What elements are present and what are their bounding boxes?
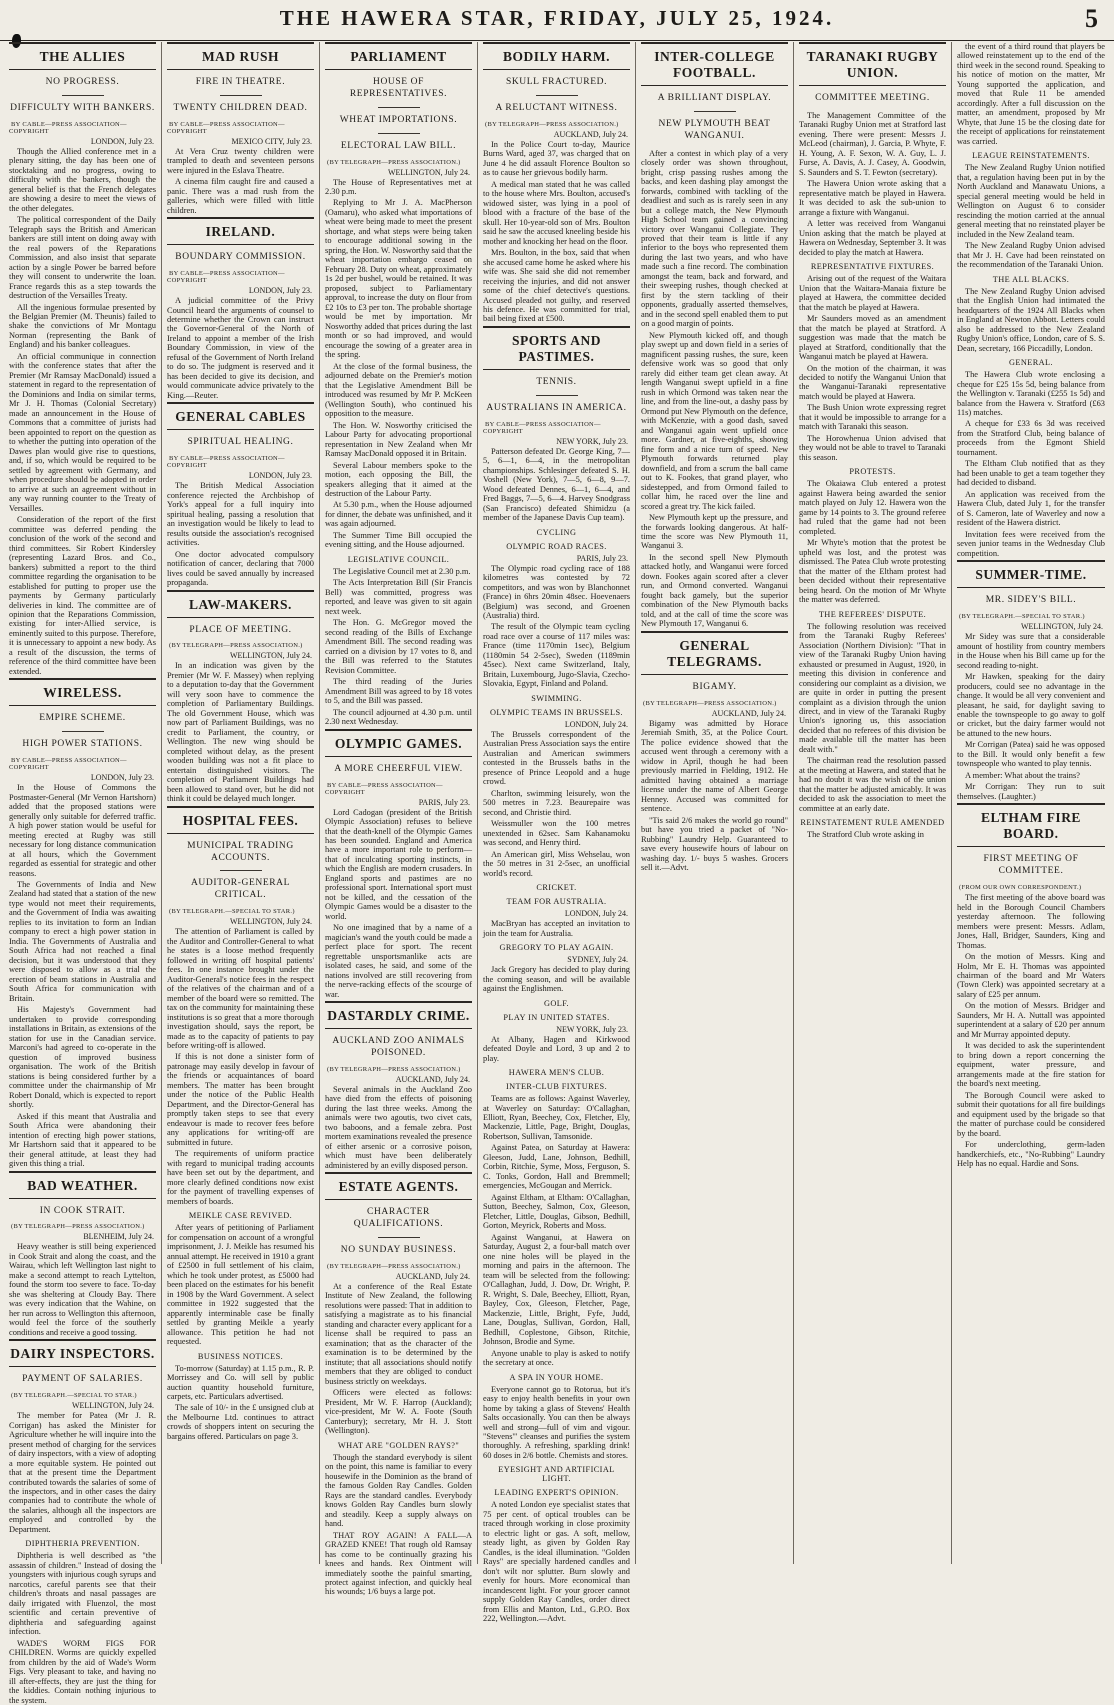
article-paragraph: The Hawera Union wrote asking that a representative match be played in Hawera. It was decided to ask the sub-union to arrange a fixture with Wanganui. <box>799 179 946 217</box>
article-subheading: COMMITTEE MEETING. <box>815 93 930 103</box>
article <box>799 818 946 839</box>
article-subheading: GOLF. <box>543 998 570 1008</box>
article-headline: GENERAL CABLES <box>167 402 314 430</box>
article-dateline: AUCKLAND, July 24. <box>395 1074 470 1084</box>
article-byline: (BY TELEGRAPH—PRESS ASSOCIATION.) <box>327 158 461 166</box>
article-headline: HOSPITAL FEES. <box>167 806 314 834</box>
article-paragraph: A cheque for £33 6s 3d was received from the Stratford Club, being balance of proceeds from the Egmont Shield tournament. <box>957 419 1105 457</box>
article-paragraph: The Eltham Club notified that as they had been unable to get a team together they had decided to disband. <box>957 459 1105 488</box>
article-paragraph: Jack Gregory has decided to play during the coming season, and will be available against the Englishmen. <box>483 965 630 994</box>
subheading-divider <box>220 870 262 871</box>
article-dateline: SYDNEY, July 24. <box>567 955 628 965</box>
newspaper-column <box>478 42 636 1624</box>
article-paragraph: On the motion of Messrs. Bridger and Saunders, Mr H. A. Nuttall was appointed superintendent at a salary of £20 per annum and Mr Murray appointed deputy. <box>957 1001 1105 1039</box>
article-byline: (BY TELEGRAPH.—SPECIAL TO STAR.) <box>11 1392 137 1400</box>
article-subheading: LEADING EXPERT'S OPINION. <box>494 1488 619 1498</box>
article-paragraph: The sale of 10/- in the £ unsigned club at the Melbourne Ltd. continues to attract crowds of shoppers intent on securing the bargains offered. Particulars on page 3. <box>167 1403 314 1441</box>
article-paragraph: At Albany, Hagen and Kirkwood defeated Doyle and Lord, 3 up and 2 to play. <box>483 1034 630 1063</box>
article-paragraph: The Governments of India and New Zealand had stated that a station of the new type would not meet their requirements, and the Government of India was awaiting replies to its invitation to form an Indian company to erect a high power station in India. The Governments of Australia and South Africa had not reached a final decision, but it was understood that they were disposed to allow as a trial the erection of beam stations in Australia and South Africa for communication with Britain. <box>9 879 156 1003</box>
article-subheading: THE REFEREES' DISPUTE. <box>818 609 927 619</box>
article <box>483 883 630 938</box>
article-headline: LAW-MAKERS. <box>167 590 314 618</box>
article-subheading: MUNICIPAL TRADING ACCOUNTS. <box>187 840 294 863</box>
article <box>167 42 314 215</box>
article-paragraph: Charlton, swimming leisurely, won the 500 metres in 7.23. Beaurepaire was second, and Christie third. <box>483 788 630 817</box>
article-paragraph: In the second spell New Plymouth attacked hotly, and Wanganui were forced down. Fookes again scored after a clever run, and Ormond converted. Wanganui fought back gamely, but the superior combination of the New Plymouth backs told, and at the call of time the score was New Plymouth 17, Wanganui 6. <box>641 552 788 629</box>
article-byline: BY CABLE—PRESS ASSOCIATION—COPYRIGHT <box>9 757 127 772</box>
article-paragraph: Against Patea, on Saturday at Hawera: Gleeson, Judd, Lane, Johnson, Bedhill, Corbin, Ritchie, Syme, Moss, Ferguson, S. C. Tonks, Gordon, Hall and Bremmell; emergencies, McGougan and Merrick. <box>483 1143 630 1191</box>
article-byline: (BY TELEGRAPH—PRESS ASSOCIATION.) <box>643 699 777 707</box>
article-dateline: BLENHEIM, July 24. <box>83 1232 154 1242</box>
article <box>9 42 156 676</box>
article-paragraph: The Management Committee of the Taranaki Rugby Union met at Stratford last evening. There were present: Messrs J. McLeod (chairman), J. Garcia, P. Whyte, F. H. Young, A. F. Sexon, W. A. Guy, L. J. Furse, A. Davis, A. J. Casey, A. Goodwin, S. Saunders and S. T. Fewton (secretary). <box>799 110 946 177</box>
article <box>483 326 630 523</box>
article-subheading: A RELUCTANT WITNESS. <box>495 102 618 113</box>
article-paragraph: For underclothing, germ-laden handkerchiefs, etc., "No-Rubbing" Laundry Help has no equal. Hardie and Sons. <box>957 1140 1105 1169</box>
newspaper-column <box>952 42 1110 1564</box>
article-paragraph: No one imagined that by a name of a magician's wand the youth could be made a perfect place for sport. The recent regrettable unsportsmanlike acts are isolated cases, he said, and some of the nations involved are still recovering from the nerve-racking effects of the scourge of war. <box>325 923 472 999</box>
article <box>167 590 314 804</box>
article-headline: ESTATE AGENTS. <box>325 1172 472 1200</box>
article-paragraph: In the Police Court to-day, Maurice Burns Ward, aged 37, was charged that on June 4 he did assault Florence Boulton so as to cause her grievous bodily harm. <box>483 139 630 178</box>
article <box>957 151 1105 269</box>
article <box>799 262 946 462</box>
article-paragraph: The Bush Union wrote expressing regret that it would be impossible to arrange for a match with Taranaki this season. <box>799 403 946 432</box>
article-subheading: SPIRITUAL HEALING. <box>187 437 294 448</box>
article <box>325 729 472 1000</box>
article-paragraph: Against Eltham, at Eltham: O'Callaghan, Sutton, Beechey, Salmon, Cox, Gleeson, Fletcher, Little, Douglas, Gibson, Bedhill, Gorton, Meyrick, Roberts and Moss. <box>483 1192 630 1231</box>
article-headline: DASTARDLY CRIME. <box>325 1001 472 1029</box>
article-paragraph: The Horowhenua Union advised that they would not be able to travel to Taranaki this season. <box>799 433 946 462</box>
article-paragraph: At a conference of the Real Estate Institute of New Zealand, the following resolutions were passed: That in addition to satisfying a magistrate as to his financial standing and character every applicant for a license shall be required to pass an examination; that as the character of the examination is to be determined by the institute; that all associations should notify members that they are obliged to conduct business strictly on weekdays. <box>325 1281 472 1386</box>
article-paragraph: The third reading of the Juries Amendment Bill was agreed to by 18 votes to 5, and the Bill was passed. <box>325 677 472 706</box>
article-dateline: LONDON, July 23. <box>90 136 154 146</box>
article-paragraph: Mr Whyte's motion that the protest be upheld was lost, and the protest was dismissed. The Patea Club wrote protesting that the matter of the Eltham protest had been decided without their representative being heard. On the motion of Mr Whyte the matter was deferred. <box>799 538 946 605</box>
article-subheading: WHEAT IMPORTATIONS. <box>339 114 458 125</box>
article-paragraph: The Hon. G. McGregor moved the second reading of the Bills of Exchange Amendment Bill. The second reading was carried on a division by 17 votes to 8, and the Bill was referred to the Statutes Revision Committee. <box>325 618 472 675</box>
article-paragraph: Teams are as follows: Against Waverley, at Waverley on Saturday: O'Callaghan, Elliott, Ryan, Beechey, Cox, Fletcher, Ely, Mackenzie, Little, Page, Bright, Douglas, Robertson, Sullivan, Tamsonide. <box>483 1094 630 1141</box>
article-paragraph: Anyone unable to play is asked to notify the secretary at once. <box>483 1348 630 1368</box>
article-headline: MAD RUSH <box>167 42 314 70</box>
subheading-divider <box>378 1237 420 1238</box>
article-paragraph: An application was received from the Hawera Club, dated July 1, for the transfer of S. Cameron, late of Waverley and now a resident of the Hawera district. <box>957 489 1105 528</box>
article <box>799 42 946 257</box>
article-paragraph: Though the Allied conference met in a plenary sitting, the day has been one of stocktaking and no progress, owing to difficulty with the bankers, though the general belief is that the French delegates are showing a desire to meet the views of the other delegates. <box>9 146 156 213</box>
article-byline: (BY TELEGRAPH—PRESS ASSOCIATION.) <box>11 1223 145 1231</box>
article-paragraph: It was decided to ask the superintendent to bring down a report concerning the equipment, water pressure, and arrangements made at the fire station for the board's next meeting. <box>957 1041 1105 1089</box>
article-subheading: NO PROGRESS. <box>45 77 120 87</box>
article-subheading: LEGISLATIVE COUNCIL. <box>347 554 450 564</box>
article-subheading: EYESIGHT AND ARTIFICIAL LIGHT. <box>498 1465 615 1484</box>
article-paragraph: The Acts Interpretation Bill (Sir Francis Bell) was committed, progress was reported, and leave was given to sit again next week. <box>325 578 472 616</box>
article <box>957 803 1105 1168</box>
article-dateline: WELLINGTON, July 24. <box>229 917 312 927</box>
article-subheading: SKULL FRACTURED. <box>505 77 608 87</box>
article-paragraph: Consideration of the report of the first committee was deferred pending the conclusion of the work of the second and third committees. Sir Robert Kindersley (representing Lazard Bros. and Co., bankers) submitted a report to the third committee regarding the organisation to be established for putting to proper use the payments by Germany particularly deliveries in kind. The committee are of opinion that the Reparations Commission, existing for inter-Allied service, is eminently suited to this purpose. Therefore, it is unnecessary to appoint a new body. As a result of the discussion, the terms of reference of the third committee have been extended. <box>9 515 156 676</box>
article-paragraph: The result of the Olympic team cycling road race over a course of 117 miles was: France (time 1170min 1sec), Belgium (1180min 54 2-5sec), Sweden (1189min 45sec). Next came Switzerland, Italy, Britain, Luxembourg, Jugo-Slavia, Czecho-Slovakia, Egypt, Finland and Poland. <box>483 622 630 689</box>
article <box>9 1171 156 1338</box>
subheading-divider <box>62 95 104 96</box>
article <box>483 999 630 1063</box>
article-paragraph: The first meeting of the above board was held in the Borough Council Chambers yesterday afternoon. The following members were present: Messrs. Adlam, Jones, Hall, Bridger, Saunders, King and Thomas. <box>957 893 1105 950</box>
article-subheading: FIRE IN THEATRE. <box>195 77 286 87</box>
article-dateline: PARIS, July 23. <box>576 553 628 563</box>
article-subheading: CHARACTER QUALIFICATIONS. <box>353 1207 444 1230</box>
article-byline: BY CABLE—PRESS ASSOCIATION—COPYRIGHT <box>167 270 285 285</box>
subheading-divider <box>62 731 104 732</box>
article-dateline: LONDON, July 24. <box>564 909 628 919</box>
article-subheading: TENNIS. <box>536 376 577 387</box>
article-subheading: PLACE OF MEETING. <box>189 624 292 635</box>
article <box>325 1001 472 1170</box>
article-dateline: WELLINGTON, July 24. <box>229 651 312 661</box>
article <box>957 358 1105 558</box>
article-paragraph: The New Zealand Rugby Union advised that the English Union had intimated the headquarters of the 1924 All Blacks when in England at Newton Abbott. Letters could also be addressed to the New Zealand Rugby Union's office, London, care of S. S. Dean, secretary, 166 Piccadilly, London. <box>957 286 1105 353</box>
article-paragraph: Though the standard everybody is silent on the point, this name is familiar to every housewife in the Dominion as the brand of the famous Golden Ray Candles. Golden Rays are the standard candles. Everybody knows Golden Ray Candles burn slowly and steadily. Keep a supply always on hand. <box>325 1452 472 1529</box>
article-subheading: OLYMPIC TEAMS IN BRUSSELS. <box>490 707 623 717</box>
article-paragraph: Replying to Mr J. A. MacPherson (Oamaru), who asked what importations of wheat were being made to meet the present shortage, and what steps were being taken to encourage additional sowing in the spring, the Hon. W. Nosworthy said that the wheat importation embargo ceased on February 28. Duty on wheat, approximately 1s 2d per bushel, would be retained. It was proposed, subject to Parliamentary approval, to increase the duty on flour from £2 10s to £3 per ton. The probable shortage would be met by importation. Mr Nosworthy added that prices during the last month or so had improved, and would encourage the sowing of a greater area in the spring. <box>325 198 473 360</box>
article-paragraph: The Summer Time Bill occupied the evening sitting, and the House adjourned. <box>325 530 472 550</box>
article <box>483 943 630 993</box>
subheading-divider <box>694 111 736 112</box>
article <box>483 42 630 324</box>
article-paragraph: Asked if this meant that Australia and South Africa were abandoning their intention of erecting high power stations, Mr Hartshorn said that it appeared to be their general attitude, at least they had given this thing a trial. <box>9 1111 156 1169</box>
article-paragraph: The following resolution was received from the Taranaki Rugby Referees' Association (Northern Division): "That in view of the Taranaki Rugby Union having exhausted or presumed in August, 1920, in meeting this division in conference and considering our complaint as a division, we are quite in order in putting the present complaint as a division through the union direct, and in view of the Taranaki Rugby Union's ignoring us, this association decided that no referees of this division be made available till the matter has been dealt with." <box>799 621 946 754</box>
newspaper-column <box>162 42 320 1564</box>
article-dateline: WELLINGTON, July 24. <box>387 167 470 177</box>
article-dateline: LONDON, July 24. <box>564 719 628 729</box>
article-subheading: A MORE CHEERFUL VIEW. <box>334 763 463 774</box>
article-byline: (BY TELEGRAPH.—SPECIAL TO STAR.) <box>169 908 295 916</box>
article-paragraph: The chairman read the resolution passed at the meeting at Hawera, and stated that he had no doubt it was the wish of the union that the matter be adjusted amicably. It was decided to ask the association to meet the committee at an early date. <box>799 756 946 813</box>
article-paragraph: Mr Corrigan: They run to suit themselves. (Laughter.) <box>957 782 1105 801</box>
article-paragraph: Arising out of the request of the Waitara Union that the Waitara-Manaia fixture be played at Hawera, the committee decided that the match be played at Hawera. <box>799 274 946 312</box>
article <box>957 275 1105 353</box>
article-subheading: OLYMPIC ROAD RACES. <box>506 541 607 551</box>
article-subheading: A BRILLIANT DISPLAY. <box>657 93 772 103</box>
article-subheading: BIGAMY. <box>692 681 737 692</box>
article-paragraph: Several animals in the Auckland Zoo have died from the effects of poisoning during the last three weeks. Among the animals were two agoutis, two civet cats, two baboons, and a female zebra. Post mortem examinations revealed the presence of either arsenic or a corrosive poison, which must have been deliberately administered by an evilly disposed person. <box>325 1084 472 1170</box>
article <box>483 528 630 689</box>
article <box>9 678 156 1168</box>
article-paragraph: After a contest in which play of a very closely order was shown throughout, bright, crisp passing rushes among the backs, and keen dashing play amongst the forwards, combined with tackling of the deadliest and such as is rarely seen in any but a college match, the New Plymouth High School team gained a convincing victory over Wanganui Collegiate. They proved that their team is little if any inferior to the boys who represented them during the last two years, and who have made such a fine record. The combination amongst the team, back and forward, and their sweeping rushes, though checked at first by the stern tackling of their opponents, gradually asserted themselves, and in the second spell enabled them to put on a good margin of points. <box>641 148 788 329</box>
article-paragraph: The Stratford Club wrote asking in <box>807 830 924 840</box>
article-byline: BY CABLE—PRESS ASSOCIATION—COPYRIGHT <box>325 781 443 796</box>
article-paragraph: A judicial committee of the Privy Council heard the arguments of counsel to determine whether the Crown can instruct the Governor-General of the North of Ireland to appoint a member of the Irish Boundary Commission, in view of the refusal of the Government of North Ireland to do so. The judgment is reserved and it has been decided to give its decision, and would communicate advice privately to the King.—Reuter. <box>167 296 314 400</box>
masthead <box>0 0 1114 41</box>
article-headline: OLYMPIC GAMES. <box>325 729 472 757</box>
article-subheading: CYCLING <box>536 527 577 537</box>
article-paragraph: The council adjourned at 4.30 p.m. until 2.30 next Wednesday. <box>325 707 472 727</box>
article <box>325 1172 472 1435</box>
article-dateline: LONDON, July 23. <box>90 773 154 783</box>
article-paragraph: Lord Cadogan (president of the British Olympic Association) refuses to believe that the death-knell of the Olympic Games has been sounded. England and America have a more important role to perform—that of inculcating sporting instincts, in which the English are modern crusaders. In England sports and pastimes are no professional sport. International sport must not be killed, and the cessation of the Olympic Games would be a disaster to the world. <box>325 807 472 921</box>
article-subheading: CRICKET. <box>536 883 577 893</box>
article-headline: SPORTS AND PASTIMES. <box>483 326 630 370</box>
article-paragraph: The House of Representatives met at 2.30 p.m. <box>325 177 472 196</box>
article-byline: (BY TELEGRAPH.—SPECIAL TO STAR.) <box>959 613 1085 621</box>
article-subheading: AUDITOR-GENERAL CRITICAL. <box>190 878 291 901</box>
article-paragraph: Officers were elected as follows: President, Mr W. F. Harrop (Auckland); vice-president, Mr W. A. Foote (South Canterbury); secretary, Mr H. J. Stott (Wellington). <box>325 1388 472 1436</box>
article-dateline: NEW YORK, July 23. <box>556 1024 628 1034</box>
article-paragraph: THAT ROY AGAIN! A FALL—A GRAZED KNEE! That rough old Ramsay has come to be continually grazing his knees and hands. Rex Ointment will immediately soothe the painful smarting, protect against infection, and quickly heal his wounds; 1/6 buys a large pot. <box>325 1530 472 1597</box>
article-subheading: WHAT ARE "GOLDEN RAYS?" <box>337 1440 460 1450</box>
article-paragraph: Everyone cannot go to Rotorua, but it's easy to enjoy health benefits in your own home by taking a glass of Stevens' Health Salts occasionally. You can then be always well and strong—full of vim and vigour. "Stevens'" cleanses and purifies the system thoroughly. A refreshing, sparkling drink! 60 doses in 2/6 bottle. Chemists and stores. <box>483 1384 630 1460</box>
article-subheading: THE ALL BLACKS. <box>992 274 1070 284</box>
article-headline: PARLIAMENT <box>325 42 472 70</box>
article-subheading: BOUNDARY COMMISSION. <box>175 252 306 263</box>
article-headline: IRELAND. <box>167 217 314 245</box>
article <box>799 610 946 814</box>
article-paragraph: the event of a third round that players be allowed reinstatement up to the end of the third week in the second round. Speaking to his notice of motion on the matter, Mr Young supported the application, and moved that Rule 11 be amended accordingly. After a full discussion on the matter, an amendment, proposed by Mr Whyte, that June 15 be the closing date for the receipt of applications for reinstatement was carried. <box>957 42 1105 146</box>
article-dateline: MEXICO CITY, July 23. <box>231 136 312 146</box>
subheading-divider <box>536 95 578 96</box>
article <box>957 560 1105 801</box>
article-paragraph: Heavy weather is still being experienced in Cook Strait and along the coast, and the Wairau, which left Wellington last night to make a second attempt to reach Lyttelton, found the storm too severe to face. To-day she was sheltering at Cloudy Bay. There was every indication that the Wahine, on her run across to Wellington this afternoon, would feel the force of the southerly conditions and receive a good tossing. <box>9 1242 156 1337</box>
subheading-divider <box>220 95 262 96</box>
newspaper-column <box>794 42 952 1564</box>
article-paragraph: The Borough Council were asked to submit their quotations for all fire buildings and equipment used by the brigade so that the matter of purchase could be considered by the board. <box>957 1090 1105 1138</box>
article-subheading: DIFFICULTY WITH BANKERS. <box>10 102 155 113</box>
article-subheading: REPRESENTATIVE FIXTURES. <box>810 262 935 272</box>
article <box>167 217 314 400</box>
article-paragraph: The British Medical Association conference rejected the Archbishop of York's appeal for a full inquiry into spiritual healing, passing a resolution that an investigation would be likely to lead to results outside the association's recognised activities. <box>167 481 314 548</box>
article-subheading: AUSTRALIANS IN AMERICA. <box>486 402 627 413</box>
article-subheading: TEAM FOR AUSTRALIA. <box>506 897 607 907</box>
masthead-title: THE HAWERA STAR, FRIDAY, JULY 25, 1924. <box>279 6 835 30</box>
article-paragraph: At Vera Cruz twenty children were trampled to death and seventeen persons were injured in the Eslava Theatre. <box>167 146 314 175</box>
article-paragraph: WADE'S WORM FIGS FOR CHILDREN. Worms are quickly expelled from children by the aid of Wade's Worm Figs. Very pleasant to take, and having no ill after-effects, they are just the thing for the kiddies. Contain nothing injurious to the system. <box>9 1638 156 1705</box>
article-paragraph: If this is not done a sinister form of patronage may easily develop in favour of the friends or acquaintances of board members. The matter has been brought under the notice of the Public Health Department, and the Director-General has promptly taken steps to see that every endeavour is made to recover fees before any applications for writing-off are submitted in future. <box>167 1052 314 1147</box>
article-paragraph: All the ingenious formulae presented by the Belgian Premier (M. Theunis) failed to shake the convictions of Mr Montagu Norman (representing the Bank of England) and his banker colleagues. <box>9 302 156 350</box>
article-byline: (FROM OUR OWN CORRESPONDENT.) <box>959 884 1082 892</box>
article-byline: (BY TELEGRAPH—PRESS ASSOCIATION.) <box>327 1262 461 1270</box>
article-byline: BY CABLE—PRESS ASSOCIATION—COPYRIGHT <box>483 420 601 435</box>
article <box>483 1068 630 1368</box>
article-dateline: AUCKLAND, July 24. <box>395 1271 470 1281</box>
article-paragraph: The Brussels correspondent of the Australian Press Association says the entire Australian and American swimmers contested in the Brussels baths in the presence of Prince Leopold and a huge crowd. <box>483 729 630 787</box>
article-paragraph: The member for Patea (Mr J. R. Corrigan) has asked the Minister for Agriculture whether he will inquire into the present method of charging for the services of dairy inspectors, with a view of adopting a more equitable system. He pointed out that at the present time the Department contributed towards the salaries of some of the inspectors, and in other cases the dairy companies had to contribute the whole of the salaries, although all the inspectors are employed and controlled by the Department. <box>9 1411 156 1534</box>
article-subheading: HIGH POWER STATIONS. <box>22 739 143 750</box>
article-paragraph: The Legislative Council met at 2.30 p.m. <box>333 566 471 576</box>
article-headline: THE ALLIES <box>9 42 156 70</box>
newspaper-column <box>636 42 794 1564</box>
article-paragraph: At 5.30 p.m., when the House adjourned for dinner, the debate was unfinished, and it was again adjourned. <box>325 500 472 529</box>
newspaper-column <box>320 42 478 1597</box>
subheading-divider <box>536 395 578 396</box>
subheading-divider <box>378 107 420 108</box>
article-paragraph: A medical man stated that he was called to the house where Mrs. Boulton, accused's widowed sister, was lying in a pool of blood with a fracture of the base of the skull. Her 10-year-old son of Mrs. Boulton said he saw the accused kneeling beside his mother and knocking her head on the floor. <box>483 179 630 246</box>
article-paragraph: A member: What about the trains? <box>965 770 1080 780</box>
article-dateline: AUCKLAND, July 24. <box>711 708 786 718</box>
article-subheading: EMPIRE SCHEME. <box>39 713 126 724</box>
article-subheading: AUCKLAND ZOO ANIMALS POISONED. <box>332 1036 465 1059</box>
article-paragraph: On the motion of the chairman, it was decided to notify the Wanganui Union that the Wanganui-Taranaki representative match would be played at Hawera. <box>799 363 946 401</box>
article-dateline: LONDON, July 23. <box>248 471 312 481</box>
article-paragraph: MacBryan has accepted an invitation to join the team for Australia. <box>483 919 630 938</box>
article-subheading: GENERAL. <box>1009 358 1053 368</box>
article-paragraph: Mr Sidey was sure that a considerable amount of hostility from country members in the House when his Bill came up for the second reading to-night. <box>957 632 1105 670</box>
article-subheading: INTER-CLUB FIXTURES. <box>505 1082 608 1092</box>
newspaper-column <box>4 42 162 1705</box>
article-paragraph: The Olympic road cycling race of 188 kilometres was contested by 72 competitors, and was won by Blanchonnet (France) in 6hrs 20min 48sec. Hoevenaers (Belgium) was second, and Groenen (Australia) third. <box>483 563 630 620</box>
article-paragraph: The New Zealand Rugby Union advised that Mr J. H. Cave had been reinstated on the recommendation of the Taranaki Union. <box>957 241 1105 270</box>
article-paragraph: Invitation fees were received from the seven junior teams in the Wednesday Club competition. <box>957 529 1105 558</box>
article-paragraph: To-morrow (Saturday) at 1.15 p.m., R. P. Morrissey and Co. will sell by public auction quantity household furniture, carpets, etc. Particulars advertised. <box>167 1363 314 1401</box>
article-subheading: MR. SIDEY'S BILL. <box>985 595 1077 606</box>
article-subheading: SWIMMING. <box>531 693 582 703</box>
article-paragraph: One doctor advocated compulsory notification of cancer, declaring that 7000 lives could be saved annually by increased propaganda. <box>167 549 314 588</box>
article-byline: (BY TELEGRAPH—PRESS ASSOCIATION.) <box>169 642 303 650</box>
article-paragraph: After years of petitioning of Parliament for compensation on account of a wrongful imprisonment, J. J. Meikle has resumed his annual attempt. He received in 1910 a grant of £2500 in full settlement of his claim, which he took under protest, as £5000 had been placed on the estimates for his benefit in 1908 by the Ward Government. A select committee in 1922 suggested that the apparently interminable case be finally settled by granting Meikle a yearly allowance. This petition he had not requested. <box>167 1223 314 1347</box>
article <box>167 1352 314 1442</box>
article-paragraph: Mr Corrigan (Patea) said he was opposed to the Bill. It would only benefit a few townspeople who wanted to play tennis. <box>957 740 1105 769</box>
article-paragraph: Patterson defeated Dr. George King, 7—5, 6—1, 6—4, in the metropolitan championships. Schlesinger defeated S. H. Voshell (New York), 7—5, 6—8, 9—7. Wood defeated Dennes, 6—1, 6—4, and Fred Baggs, 7—5, 6—4. Harvey Snodgrass (San Francisco) defeated Shimidzu (a member of the Japanese Davis Cup team). <box>483 446 630 523</box>
article-subheading: A SPA IN YOUR HOME. <box>509 1372 604 1382</box>
article <box>9 1539 156 1705</box>
article-headline: WIRELESS. <box>9 678 156 706</box>
article-headline: INTER-COLLEGE FOOTBALL. <box>641 42 788 86</box>
article-paragraph: The Hawera Club wrote enclosing a cheque for £25 15s 5d, being balance from the Wellington v. Taranaki (£255 1s 5d) and balance from the Hawera v. Stratford (£63 11s) matches. <box>957 370 1105 417</box>
article-subheading: LEAGUE REINSTATEMENTS. <box>972 151 1090 161</box>
article-paragraph: Mr Saunders moved as an amendment that the match be played at Stratford. A suggestion was made that the match be played at Stratford, conditionally that the Wanganui match be played at Hawera. <box>799 314 946 362</box>
article-headline: BAD WEATHER. <box>9 1171 156 1199</box>
article-headline: GENERAL TELEGRAMS. <box>641 631 788 675</box>
article-paragraph: An official communique in connection with the conference states that after the Premier (Mr Ramsay MacDonald) issued a statement in regard to the representation of the Dominions and India on similar terms, Mr J. H. Thomas (Colonial Secretary) made an announcement in the House of Commons that a committee of jurists had been appointed to report on the question as to whether the putting into operation of the Dawes plan would give rise to questions, and, if so, which would be required to be settled by agreement with Germany, and when procedure should be adopted in order to arrive at such an agreement without in any way running counter to the Treaty of Versailles. <box>9 351 156 513</box>
article-dateline: LONDON, July 23. <box>248 286 312 296</box>
article-paragraph: Mr Hawken, speaking for the dairy producers, could see no advantage in the change. It would be all very convenient and pleasant, he said, for daylight saving to enable the townspeople to go away to golf or cricket, but the dairy farmer would not be attuned to the new hours. <box>957 672 1105 738</box>
article-subheading: FIRST MEETING OF COMMITTEE. <box>983 854 1079 877</box>
article <box>957 42 1105 146</box>
article <box>483 1373 630 1461</box>
article <box>325 555 472 727</box>
article <box>483 1465 630 1623</box>
article-dateline: WELLINGTON, July 24. <box>71 1401 154 1411</box>
article <box>641 42 788 629</box>
article-paragraph: The Okaiawa Club entered a protest against Hawera being awarded the senior match played on July 12. Hawera won the game by 14 points to 3. The ground referee had ruled that the game had not been completed. <box>799 479 946 536</box>
article-subheading: GREGORY TO PLAY AGAIN. <box>499 943 614 953</box>
article-byline: BY CABLE—PRESS ASSOCIATION—COPYRIGHT <box>167 120 285 135</box>
article-paragraph: The requirements of uniform practice with regard to municipal trading accounts have been set out by the department, and more clearly defined conditions now exist for the payment of travelling expenses of members of boards. <box>167 1149 314 1206</box>
article-headline: TARANAKI RUGBY UNION. <box>799 42 946 86</box>
article <box>167 402 314 587</box>
article <box>641 631 788 873</box>
article-subheading: DIPHTHERIA PREVENTION. <box>25 1539 140 1549</box>
article <box>483 694 630 878</box>
article-subheading: TWENTY CHILDREN DEAD. <box>173 102 308 113</box>
page-number: 5 <box>1085 4 1098 33</box>
article-dateline: PARIS, July 23. <box>418 797 470 807</box>
article-paragraph: Bigamy was admitted by Horace Jeremiah Smith, 35, at the Police Court. The police evidence showed that the accused went through a ceremony with a widow in April, though he had been previously married in Fielding, 1912. He admitted having obtained a marriage license under the name of Albert George Henney. Accused was committed for sentence. <box>641 718 788 814</box>
article-paragraph: An American girl, Miss Wehselau, won the 50 metres in 31 2-5sec, an unofficial world's record. <box>483 849 630 878</box>
article-paragraph: The New Zealand Rugby Union notified that, a regulation having been put in by the North Auckland and Manawatu Unions, a special general meeting would be held in Wellington on August 6 to consider rescinding the motion carried at the annual general meeting that no reinstated player be included in the New Zealand team. <box>957 163 1105 239</box>
article <box>325 42 472 550</box>
article-subheading: PAYMENT OF SALARIES. <box>22 1374 143 1385</box>
article-subheading: IN COOK STRAIT. <box>39 1205 126 1216</box>
article-paragraph: In the House of Commons the Postmaster-General (Mr Vernon Hartshorn) added that the proposed stations were generally only suitable for deferred traffic. A high power station would be useful for meeting erected at Rugby was still necessary for long distance communication at all hours, which the Government regarded as essential for strategic and other reasons. <box>9 783 156 878</box>
article-paragraph: Several Labour members spoke to the motion, each opposing the Bill, the speakers alleging that it aimed at the destruction of the Labour Party. <box>325 460 472 498</box>
article-headline: ELTHAM FIRE BOARD. <box>957 803 1105 847</box>
article-subheading: PLAY IN UNITED STATES. <box>503 1012 610 1022</box>
article-subheading: NEW PLYMOUTH BEAT WANGANUI. <box>658 118 771 141</box>
article-subheading: PROTESTS. <box>849 467 896 477</box>
article-paragraph: His Majesty's Government had undertaken to provide corresponding installations in Britain, as extensions of the station for use in the Canadian service. Marconi's had agreed to co-operate in the question of improved business organisation. The work of the British stations is being considered further by a committee under the chairmanship of Mr Robert Donald, which is expected to report shortly. <box>9 1005 156 1110</box>
article-paragraph: The political correspondent of the Daily Telegraph says the British and American bankers are still intent on doing away with the real powers of the Reparations Commission, and also insist that separate action by a single Power be barred before they will consent to underwrite the loan. France regards this as a step towards the destruction of the Versailles Treaty. <box>9 215 156 301</box>
article-byline: (BY TELEGRAPH—PRESS ASSOCIATION.) <box>485 120 619 128</box>
article-paragraph: The Hon. W. Nosworthy criticised the Labour Party for advocating proportional representation in New Zealand when Mr Ramsay MacDonald opposed it in Britain. <box>325 420 472 459</box>
subheading-divider <box>378 133 420 134</box>
article-subheading: HOUSE OF REPRESENTATIVES. <box>349 77 448 99</box>
article-subheading: ELECTORAL LAW BILL. <box>340 140 457 151</box>
article-headline: SUMMER-TIME. <box>957 560 1105 588</box>
article-subheading: MEIKLE CASE REVIVED. <box>188 1211 293 1221</box>
article-subheading: HAWERA MEN'S CLUB. <box>508 1068 605 1078</box>
article-subheading: NO SUNDAY BUSINESS. <box>340 1245 457 1256</box>
article <box>9 1339 156 1534</box>
article-subheading: REINSTATEMENT RULE AMENDED <box>800 818 945 828</box>
article <box>167 806 314 1207</box>
article-paragraph: In an indication was given by the Premier (Mr W. F. Massey) when replying to a deputation to-day that the Government will very soon have to commence the completion of Parliamentary Buildings. The old Government House, which was now part of Parliament Buildings, was no credit to Parliament, the country, or Wellington. The new wing should be completed without delay, as the present wooden building was not a fit place to entertain distinguished visitors. The completion of Parliament Buildings had been allowed to stand over, but he did not think it could be delayed much longer. <box>167 661 314 804</box>
article-dateline: WELLINGTON, July 24. <box>1020 622 1103 632</box>
article-paragraph: New Plymouth kept up the pressure, and the forwards looking dangerous. At half-time the score was New Plymouth 11, Wanganui 3. <box>641 513 788 551</box>
article-paragraph: On the motion of Messrs. King and Holm, Mr E. H. Thomas was appointed chairman of the board and Mr Waters (Town Clerk) was appointed secretary at a salary of £25 per annum. <box>957 952 1105 999</box>
article-byline: (BY TELEGRAPH—PRESS ASSOCIATION.) <box>327 1065 461 1073</box>
article-paragraph: Weissmuller won the 100 metres unextended in 62sec. Sam Kahanamoku was second, and Henry third. <box>483 819 630 848</box>
article <box>167 1211 314 1346</box>
article-paragraph: A noted London eye specialist states that 75 per cent. of optical troubles can be traced through working in close proximity to electric light or gas. A soft, mellow, steady light, as given by Golden Ray Candles, is the ideal illumination. "Golden Rays" are specially hardened candles and don't wilt nor splutter. Burn slowly and evenly for hours. More economical than incandescent light. For your grocer cannot supply Golden Ray Candles, order direct from Ellis and Manton, Ltd., G.P.O. Box 222, Wellington.—Advt. <box>483 1500 630 1624</box>
article-paragraph: Against Wanganui, at Hawera on Saturday, August 2, a four-ball match over one nine holes will be played in the morning and pairs in the afternoon. The team will be selected from the following: O'Callaghan, Judd, J. Dow, Dr. Wright, P. R. Wright, S. Dale, Beechey, Elliott, Ryan, Bayley, Cox, Gleeson, Fletcher, Page, Mackenzie, Little, Bright, Fyfe, Judd, Lane, Douglas, Sullivan, Gordon, Hall, Bedhill, Coplestone, Gibson, Ritchie, Johnson, Brodie and Syme. <box>483 1232 630 1347</box>
article-paragraph: At the close of the formal business, the adjourned debate on the Premier's motion that the Legislative Amendment Bill be introduced was resumed by Mr P. McKeen (Wellington South), who continued his opposition to the measure. <box>325 361 472 419</box>
article-paragraph: Mrs. Boulton, in the box, said that when she accused came home he asked where his wife was. She said she did not remember receiving the injuries, and did not answer some of the chief detective's questions. Accused pleaded not guilty, and reserved his defence. He was committed for trial, bail being fixed at £500. <box>483 248 630 324</box>
article-paragraph: A cinema film caught fire and caused a panic. There was a mad rush from the galleries, which were filled with little children. <box>167 177 314 215</box>
article-byline: BY CABLE—PRESS ASSOCIATION—COPYRIGHT <box>9 120 127 135</box>
article-byline: BY CABLE—PRESS ASSOCIATION—COPYRIGHT <box>167 455 285 470</box>
article-paragraph: A letter was received from Wanganui Union asking that the match be played at Hawera on Wednesday, September 3. It was decided to play the match at Hawera. <box>799 219 947 257</box>
newspaper-columns <box>4 42 1110 1705</box>
article-headline: DAIRY INSPECTORS. <box>9 1339 156 1367</box>
article-paragraph: The attention of Parliament is called by the Auditor and Controller-General to what he states is a loose method frequently followed in writing off hospital patients' fees. In one instance brought under the Auditor-General's notice fees in the respect of the relatives of the chairman and of a member of the board were so remitted. The tax on the community for maintaining these institutions is so great that a more thorough investigation should, says the report, be made as to the capacity of patients to pay before writing-off is allowed. <box>167 927 314 1050</box>
article <box>799 467 946 604</box>
article-dateline: NEW YORK, July 23. <box>556 436 628 446</box>
article-paragraph: "Tis said 2/6 makes the world go round" but have you tried a packet of "No-Rubbing" Laundry Help. Guaranteed to save every housewife hours of labour on washing day. 1/- buys 5 washes. Grocers sell it.—Advt. <box>641 815 788 872</box>
article-paragraph: New Plymouth kicked off, and though play swept up and down field in a series of magnificent passing rushes, the sure, keen defensive work was so good that only rarely did either team get clean away. At length Wanganui swept upfield in a fine rush in which Ormond was taken near the line, and from the line-out, a dashy pass by Ormond put New Plymouth on the defence, with McKenzie, with a good dash, saved and Wanganui again went upfield once more. Gardner, at five-eighths, showing fine form and a nice turn of speed. New Plymouth forwards returned play downfield, and from a scrum the ball came out to K. Fookes, that grand player, who sidestepped, and from Ormond failed to collar him, he raced over the line and scored a great try. The kick failed. <box>641 330 788 511</box>
article-paragraph: Diphtheria is well described as "the assassin of children." Instead of dosing the youngsters with injurious cough syrups and narcotics, careful parents see that their children's throats and nasal passages are daily irrigated with Fluenzol, the most scientific and certain preventive of diphtheria and safeguarding against infection. <box>9 1551 156 1637</box>
article-headline: BODILY HARM. <box>483 42 630 70</box>
article <box>325 1441 472 1597</box>
article-dateline: AUCKLAND, July 24. <box>553 129 628 139</box>
article-subheading: BUSINESS NOTICES. <box>197 1351 284 1361</box>
